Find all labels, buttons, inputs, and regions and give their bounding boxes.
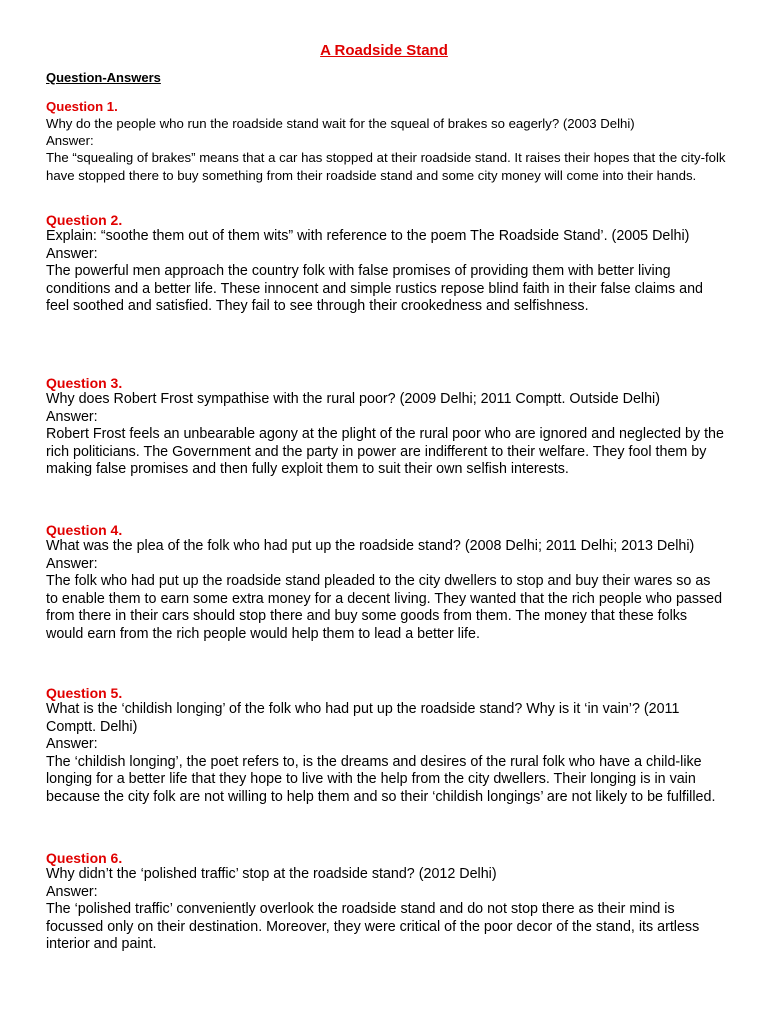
answer-text: The folk who had put up the roadside stand pleaded to the city dwellers to stop and buy their wares so as to enable them to earn some extra money for a decent living. They wanted that the rich people who passed from there in their cars should stop there and buy some goods from them. The money that these folks would earn from the rich people would help them to lead a better life. [46,573,723,642]
question-text: What is the ‘childish longing’ of the folk who had put up the roadside stand? Why is it ‘in vain’? (2011 Comptt. Delhi) [46,701,680,735]
question-text: Why does Robert Frost sympathise with the rural poor? (2009 Delhi; 2011 Comptt. Outside Delhi) [46,391,660,407]
answer-label: Answer: [46,883,98,900]
question-label: Question 3. [46,375,123,391]
qa-block-5 [46,685,726,807]
question-text: Why didn’t the ‘polished traffic’ stop at the roadside stand? (2012 Delhi) [46,866,497,882]
page-title: A Roadside Stand [320,42,448,59]
answer-text: The ‘childish longing’, the poet refers to, is the dreams and desires of the rural folk who have a child-like longing for a better life that they hope to live with the help from the city dwellers. Their longing is in vain because the city folk are not willing to help them and so their ‘childish longings’ are not likely to be fulfilled. [46,753,716,805]
question-label: Question 5. [46,685,123,701]
answer-text: The ‘polished traffic’ conveniently overlook the roadside stand and do not stop there as their mind is focussed only on their destination. Moreover, they were critical of the poor decor of the stand, its artless interior and paint. [46,901,700,953]
question-text: Explain: “soothe them out of them wits” with reference to the poem The Roadside Stand’. (2005 Delhi) [46,228,690,244]
answer-label: Answer: [46,408,98,425]
question-label: Question 2. [46,212,123,228]
qa-block-6 [46,850,726,954]
qa-block-2 [46,212,726,316]
question-label: Question 4. [46,522,123,538]
question-text: What was the plea of the folk who had put up the roadside stand? (2008 Delhi; 2011 Delhi; 2013 Delhi) [46,538,695,554]
answer-label: Answer: [46,736,98,753]
question-label: Question 6. [46,850,123,866]
answer-label: Answer: [46,133,94,149]
qa-block-1 [46,98,726,184]
qa-block-4 [46,522,726,644]
answer-text: Robert Frost feels an unbearable agony at the plight of the rural poor who are ignored and neglected by the rich politicians. The Government and the party in power are indifferent to their welfare. They fool them by making false promises and then fully exploit them to suit their own selfish interests. [46,426,724,478]
question-label: Question 1. [46,99,118,114]
question-text: Why do the people who run the roadside stand wait for the squeal of brakes so eagerly? (2003 Delhi) [46,116,635,131]
qa-block-3 [46,375,726,479]
answer-label: Answer: [46,245,98,262]
answer-label: Answer: [46,555,98,572]
section-heading: Question-Answers [46,70,161,85]
answer-text: The powerful men approach the country folk with false promises of providing them with better living conditions and a better life. These innocent and simple rustics repose blind faith in their false claims and feel soothed and satisfied. They fail to see through their crookedness and selfishness. [46,263,703,315]
answer-text: The “squealing of brakes” means that a car has stopped at their roadside stand. It raises their hopes that the city-folk have stopped there to buy something from their roadside stand and some city money will come into their hands. [46,150,726,183]
